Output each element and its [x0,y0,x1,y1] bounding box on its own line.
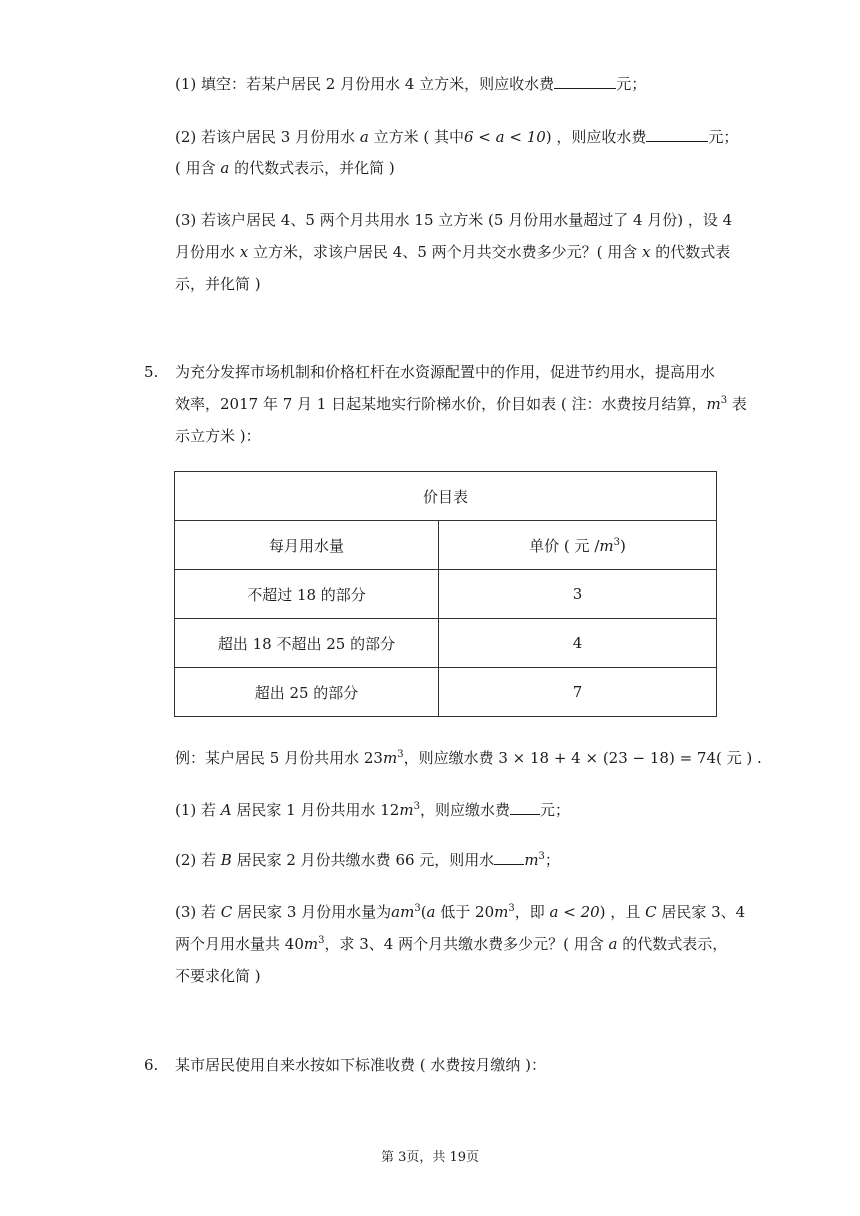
q5-sub2 [175,850,560,870]
example-text: 例：某户居民 5 月份共用水 [175,749,364,767]
prev-part3-line2 [175,242,730,262]
sub3-mid2: 低于 [435,903,476,921]
price-cell: 3 [439,570,717,619]
unit-m: m [599,536,614,555]
unit-exponent: 3 [538,851,545,862]
amount: 20 [475,903,495,921]
q5-line1: 为充分发挥市场机制和价格杠杆在水资源配置中的作用，促进节约用水，提高用水 [175,363,716,381]
prev-part1 [175,74,646,94]
q5-line3: 示立方米 )： [175,427,261,445]
variable-x: x [642,243,651,261]
amount: 23 [363,749,383,767]
unit-exponent: 3 [613,536,620,548]
fee-formula: 3 × 18 + 4 × (23 − 18) = 74 [498,749,717,767]
prev-part1-unit: 元； [616,75,647,93]
prev-part1-text: (1) 填空：若某户居民 2 月份用水 4 立方米，则应收水费 [175,75,555,93]
sub3-pre: (3) 若 [175,903,221,921]
variable-C: C [645,903,657,921]
q5-sub1 [175,800,570,820]
unit-m: m [494,903,509,921]
range-cell: 超出 25 的部分 [175,668,439,717]
variable-a: a [608,935,618,953]
unit-exponent: 3 [414,903,421,914]
sub1-mid: 居民家 1 月份共用水 [231,801,381,819]
variable-a: a [359,128,369,146]
prev-part3-line3: 示，并化简 ) [175,275,261,293]
sub1-mid2: ，则应缴水费 [419,801,510,819]
table-title-row [175,472,717,521]
q5-example [175,748,762,768]
table-header-row [175,521,717,570]
q5-sub3-line3: 不要求化简 ) [175,967,261,985]
answer-blank[interactable] [494,850,524,865]
variable-B: B [220,851,232,869]
unit-exponent: 3 [508,903,515,914]
variable-x: x [239,243,249,261]
sub3-l2-pre: 两个月用水量共 [175,935,285,953]
header-price-text: 单价 ( 元 / [529,536,600,555]
price-cell: 4 [439,619,717,668]
unit-m: m [706,395,721,413]
unit-m: m [524,851,539,869]
usage-am: am [391,903,415,921]
prev-part2-l2-pre: ( 用含 [175,159,221,177]
question-number: 6. [144,1056,159,1074]
unit-exponent: 3 [720,395,728,406]
sub2-end: ； [544,851,560,869]
q5-line2-end: 表 [727,395,747,413]
prev-part2-l2-post: 的代数式表示，并化简 ) [229,159,395,177]
prev-part2-line2 [175,158,395,178]
q5-line2-text: 效率，2017 年 7 月 1 日起某地实行阶梯水价，价目如表 ( 注：水费按月结算， [175,395,707,413]
prev-part2-unit: 元； [708,128,739,146]
unit-exponent: 3 [318,935,325,946]
table-title: 价目表 [175,472,717,521]
question-number: 5. [144,363,159,381]
unit-exponent: 3 [413,801,420,812]
prev-part2-text: (2) 若该户居民 3 月份用水 [175,128,360,146]
amount: 12 [380,801,400,819]
q6-line1: 某市居民使用自来水按如下标准收费 ( 水费按月缴纳 )： [175,1056,547,1074]
answer-blank[interactable] [554,74,616,89]
sub3-mid: 居民家 3 月份用水量为 [232,903,392,921]
unit-m: m [382,749,398,767]
example-mid: ，则应缴水费 [403,749,499,767]
amount: 40 [284,935,304,953]
sub2-mid: 居民家 2 月份共缴水费 66 元，则用水 [231,851,495,869]
header-price-close: ) [619,536,626,555]
table-row [175,570,717,619]
header-usage: 每月用水量 [175,521,439,570]
paren: ( [420,903,427,921]
sub1-pre: (1) 若 [175,801,221,819]
table-row [175,668,717,717]
unit-m: m [399,801,414,819]
prev-part2-line1 [175,127,738,147]
prev-part2-mid2: ) ，则应收水费 [545,128,647,146]
variable-C: C [220,903,233,921]
price-table [174,471,717,717]
price-cell: 7 [439,668,717,717]
prev-part3-l2-mid: 立方米，求该户居民 4、5 两个月共交水费多少元？( 用含 [248,243,643,261]
variable-A: A [220,801,232,819]
variable-a: a [220,159,230,177]
q5-line2 [175,394,747,414]
table-row [175,619,717,668]
sub1-unit: 元； [539,801,570,819]
header-price [439,521,717,570]
unit-m: m [303,935,319,953]
prev-part2-mid: 立方米 ( 其中 [368,128,464,146]
range-cell: 不超过 18 的部分 [175,570,439,619]
range-cell: 超出 18 不超出 25 的部分 [175,619,439,668]
sub2-pre: (2) 若 [175,851,221,869]
inequality: 6 < a < 10 [464,128,546,146]
sub3-mid4: ) ，且 [599,903,646,921]
sub3-l2-mid: ，求 3、4 两个月共缴水费多少元？( 用含 [324,935,609,953]
variable-a: a [426,903,436,921]
sub3-mid3: ，即 [514,903,550,921]
inequality: a < 20 [549,903,600,921]
prev-part3-line1: (3) 若该户居民 4、5 两个月共用水 15 立方米 (5 月份用水量超过了 4 月份) ，设 4 [175,211,733,229]
answer-blank[interactable] [510,800,540,815]
prev-part3-l2-pre: 月份用水 [175,243,240,261]
prev-part3-l2-post: 的代数式表 [650,243,731,261]
example-unit: ( 元 ) . [716,749,762,767]
q5-sub3-line1 [175,902,745,922]
q5-sub3-line2 [175,934,727,954]
page-footer: 第 3页，共 19页 [380,1150,480,1165]
sub3-end: 居民家 3、4 [656,903,746,921]
answer-blank[interactable] [646,127,708,142]
sub3-l2-end: 的代数式表示， [617,935,728,953]
unit-exponent: 3 [397,749,404,760]
